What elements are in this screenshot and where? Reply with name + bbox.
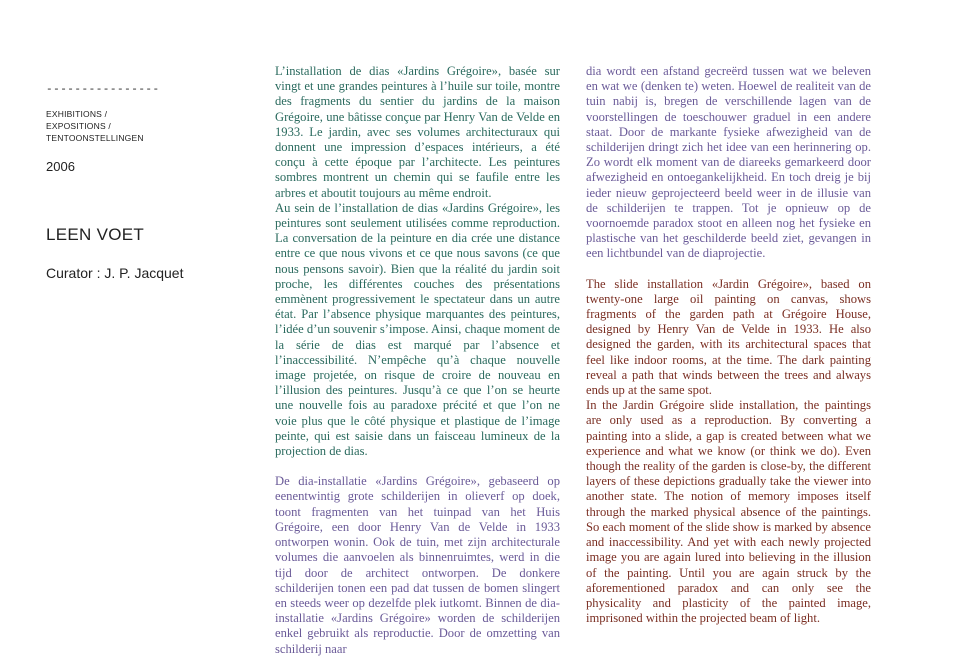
english-paragraph-1: The slide installation «Jardin Grégoire», based on twenty-one large oil painting on canvas, shows fragments of the garden path at Grégoire House, designed by Henry Van de Velde in 1933. He also designed the garden, with its architectural spaces that feel like indoor rooms, at the time. The dark painting reveal a path that winds between the trees and always ends up at the same spot. bbox=[586, 276, 871, 398]
exhibition-year: 2006 bbox=[46, 159, 75, 174]
dutch-paragraph-2: dia wordt een afstand gecreërd tussen wat we beleven en wat we (denken te) weten. Hoewel de realiteit van de tuin nabij is, bregen de verschillende lagen van de voorstellingen de toeschouwer graduel in een andere staat. Door de markante fysieke afwezigheid van de schilderijen dringt zich het idee van een herinnering op. Zo wordt elk moment van de diareeks gemarkeerd door afwezigheid en ontoegankelijkheid. En toch dreig je bij ieder nieuw geprojecteerd beeld weer in de illusie van de schilderijen te trappen. Tot je opnieuw op de voornoemde paradox stoot en alleen nog het fysieke en plastische van het geschilderde beeld ziet, gevangen in een lichtbundel van de diaprojectie. bbox=[586, 64, 871, 261]
dashed-rule: ---------------- bbox=[46, 84, 160, 96]
french-paragraph-1: L’installation de dias «Jardins Grégoire», basée sur vingt et une grandes peintures à l’huile sur toile, montre des fragments du sentier du jardins de la maison Grégoire, une bâtisse conçue par Henry Van de Velde en 1933. Le jardin, avec ses volumes architecturaux qui donnent une impression d’espaces intérieurs, a été conçu à cette époque par l’architecte. Les peintures sombres montrent un chemin qui se faufile entre les arbres et aboutit toujours au même endroit. bbox=[275, 64, 560, 200]
category-label bbox=[46, 108, 144, 144]
text-column-right bbox=[586, 64, 871, 626]
category-line-expositions: EXPOSITIONS / bbox=[46, 121, 111, 131]
english-paragraph-2: In the Jardin Grégoire slide installation, the paintings are only used as a reproduction. By converting a painting into a slide, a gap is created between what we experience and what we know (or think we do). Even though the reality of the garden is close-by, the different layers of these depictions gradually take the viewer into another state. The notion of memory imposes itself through the marked physical absence of the paintings. So each moment of the slide show is marked by absence and inaccessibility. And yet with each newly projected image you are again lured into believing in the illusion of the painting. Until you are again struck by the aforementioned paradox and can only see the physicality and plasticity of the painted image, imprisoned within the projected beam of light. bbox=[586, 398, 871, 626]
paragraph-spacer bbox=[586, 262, 871, 277]
artist-name: LEEN VOET bbox=[46, 225, 145, 244]
paragraph-spacer bbox=[275, 459, 560, 474]
curator-credit: Curator : J. P. Jacquet bbox=[46, 265, 184, 281]
dutch-paragraph-1: De dia-installatie «Jardins Grégoire», gebaseerd op eenentwintig grote schilderijen in olieverf op doek, toont fragmenten van het tuinpad van het Huis Grégoire, een door Henry Van de Velde in 1933 ontworpen wonin. Ook de tuin, met zijn architecturale volumes die aanvoelen als binnenruimtes, werd in die tijd door de architect ontworpen. De donkere schilderijen tonen een pad dat tussen de bomen slingert en steeds weer op dezelfde plek iutkomt. Binnen de dia-installatie «Jardins Grégoire» worden de schilderijen enkel gebruikt als reproductie. Door de omzetting van schilderij naar bbox=[275, 474, 560, 656]
french-paragraph-2: Au sein de l’installation de dias «Jardins Grégoire», les peintures sont seulement utilisées comme reproduction. La conversation de la peinture en dia crée une distance entre ce que nous vivons et ce que nous savons (ce que nous pensons savoir). Bien que la réalité du jardin soit proche, les différentes couches des présentations emmènent progressivement le spectateur dans un autre état. Par l’absence physique marquantes des peintures, l’idée d’un souvenir s’impose. Ainsi, chaque moment de la série de dias est marqué par l’absence et l’inaccessibilité. N’empêche qu’à chaque nouvelle image projetée, on risque de croire de nouveau en l’illusion des peintures. Jusqu’à ce que l’on se heurte une nouvelle fois au paradoxe précité et que l’on ne voie plus que le côté physique et plastique de l’image peinte, qui est saisie dans un faisceau lumineux de la projection de dias. bbox=[275, 200, 560, 459]
text-column-left bbox=[275, 64, 560, 657]
category-line-exhibitions: EXHIBITIONS / bbox=[46, 109, 108, 119]
category-line-tentoonstellingen: TENTOONSTELLINGEN bbox=[46, 133, 144, 143]
